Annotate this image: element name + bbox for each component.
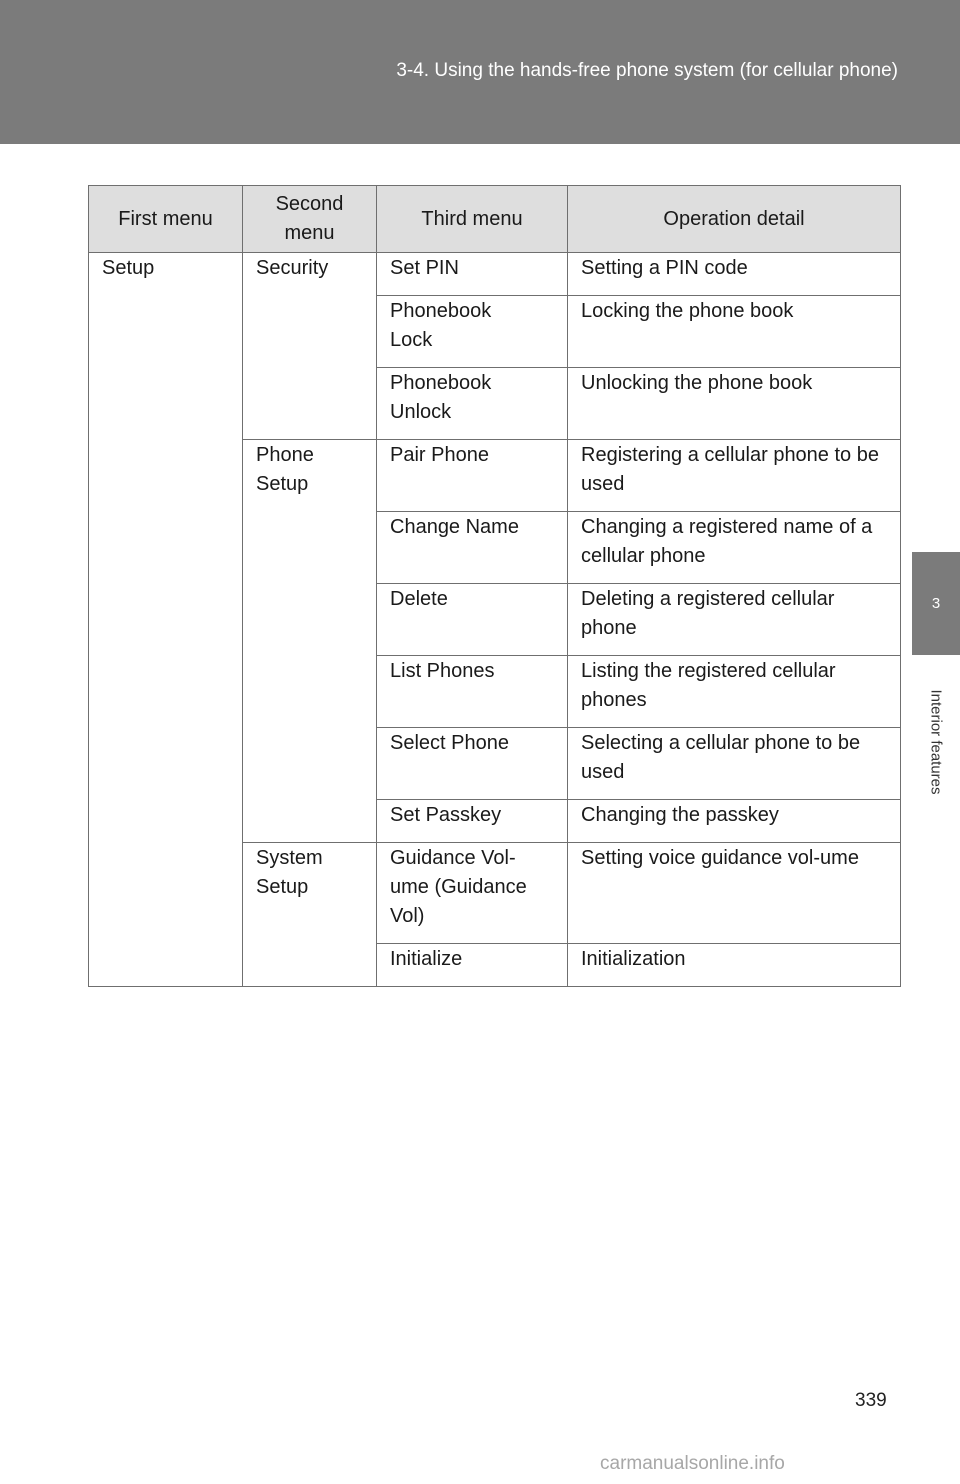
third-menu-cell: Guidance Vol-ume (Guidance Vol) [377,843,568,944]
third-menu-cell: Set Passkey [377,800,568,843]
operation-detail-cell: Deleting a registered cellular phone [568,584,901,656]
third-menu-cell: Phonebook Unlock [377,368,568,440]
third-menu-cell: List Phones [377,656,568,728]
third-menu-cell: Set PIN [377,253,568,296]
table-header-row [89,186,901,253]
operation-detail-cell: Setting voice guidance vol-ume [568,843,901,944]
second-menu-cell: Security [243,253,377,440]
section-title: 3-4. Using the hands-free phone system (for cellular phone) [396,60,898,81]
operation-detail-cell: Changing a registered name of a cellular phone [568,512,901,584]
page-number: 339 [855,1390,887,1411]
third-menu-cell: Initialize [377,944,568,987]
table-row [89,253,901,296]
third-menu-cell: Delete [377,584,568,656]
second-menu-cell: System Setup [243,843,377,987]
header-first-menu: First menu [89,186,243,253]
chapter-number: 3 [931,595,941,612]
third-menu-cell: Change Name [377,512,568,584]
third-menu-cell: Select Phone [377,728,568,800]
operation-detail-cell: Unlocking the phone book [568,368,901,440]
header-operation-detail: Operation detail [568,186,901,253]
third-menu-cell: Pair Phone [377,440,568,512]
third-menu-cell: Phonebook Lock [377,296,568,368]
operation-detail-cell: Selecting a cellular phone to be used [568,728,901,800]
chapter-tab [912,552,960,655]
second-menu-cell: Phone Setup [243,440,377,843]
operation-detail-cell: Registering a cellular phone to be used [568,440,901,512]
header-third-menu: Third menu [377,186,568,253]
operation-detail-cell: Setting a PIN code [568,253,901,296]
operation-detail-cell: Changing the passkey [568,800,901,843]
operation-detail-cell: Locking the phone book [568,296,901,368]
page-header [0,0,960,144]
first-menu-cell: Setup [89,253,243,987]
watermark: carmanualsonline.info [600,1453,785,1474]
chapter-label: Interior features [927,689,945,795]
operation-detail-cell: Listing the registered cellular phones [568,656,901,728]
header-second-menu: Second menu [243,186,377,253]
operation-detail-cell: Initialization [568,944,901,987]
menu-table [88,185,901,987]
